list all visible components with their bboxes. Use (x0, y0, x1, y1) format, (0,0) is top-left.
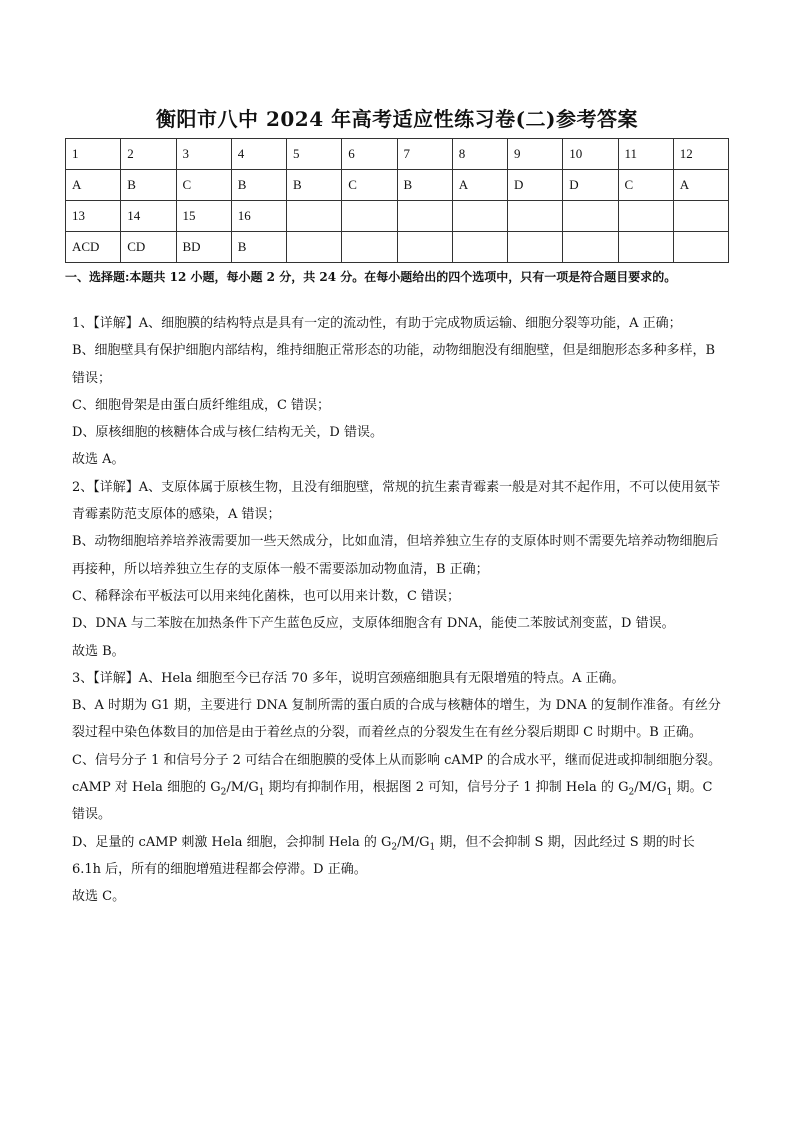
q2-option-a: 2、【详解】A、支原体属于原核生物，且没有细胞壁，常规的抗生素青霉素一般是对其不起作用，不可以使用氨苄青霉素防范支原体的感染，A 错误； (72, 479, 721, 523)
table-row (66, 139, 729, 170)
page-title: 衡阳市八中 2024 年高考适应性练习卷(二)参考答案 (155, 107, 638, 131)
table-cell: 1 (66, 139, 121, 170)
table-cell: 7 (397, 139, 452, 170)
q3-d-text-2: /M/G (397, 834, 430, 850)
subscript: 1 (429, 842, 436, 853)
subscript: 1 (666, 787, 673, 798)
table-cell (618, 232, 673, 263)
table-cell (452, 201, 507, 232)
table-cell (673, 232, 728, 263)
table-cell (287, 201, 342, 232)
table-cell: 16 (231, 201, 286, 232)
subscript: 2 (628, 787, 635, 798)
q2-option-d: D、DNA 与二苯胺在加热条件下产生蓝色反应，支原体细胞含有 DNA，能使二苯胺试剂变蓝，D 错误。 (72, 616, 675, 632)
table-cell (508, 232, 563, 263)
q3-conclusion: 故选 C。 (72, 889, 126, 905)
q3-d-text-3: 期，但不会抑制 S 期，因此经过 S 期的时长 6.1h 后，所有的细胞增殖进程都会停滞。D 正确。 (72, 834, 695, 877)
table-row (66, 201, 729, 232)
section-note: 一、选择题:本题共 12 小题，每小题 2 分，共 24 分。在每小题给出的四个选项中，只有一项是符合题目要求的。 (65, 270, 677, 284)
table-cell: 15 (176, 201, 231, 232)
table-cell: C (176, 170, 231, 201)
answer-table (65, 138, 729, 263)
table-cell: 13 (66, 201, 121, 232)
q3-c-text-1: C、信号分子 1 和信号分子 2 可结合在细胞膜的受体上从而影响 cAMP 的合成水平，继而促进或抑制细胞分裂。cAMP 对 Hela 细胞的 G (72, 752, 722, 796)
table-cell: 11 (618, 139, 673, 170)
q3-option-c (72, 747, 727, 829)
table-cell: BD (176, 232, 231, 263)
table-cell: B (121, 170, 176, 201)
table-cell: A (673, 170, 728, 201)
q1-option-b: B、细胞壁具有保护细胞内部结构，维持细胞正常形态的功能，动物细胞没有细胞壁，但是细胞形态多种多样，B 错误； (72, 343, 716, 386)
table-cell (673, 201, 728, 232)
table-cell: CD (121, 232, 176, 263)
table-cell: 10 (563, 139, 618, 170)
q3-c-text-5: 期。C 错误。 (72, 780, 713, 823)
table-cell: ACD (66, 232, 121, 263)
table-cell: C (618, 170, 673, 201)
table-cell: 9 (508, 139, 563, 170)
q3-option-b: B、A 时期为 G1 期，主要进行 DNA 复制所需的蛋白质的合成与核糖体的增生，为 DNA 的复制作准备。有丝分裂过程中染色体数目的加倍是由于着丝点的分裂，而着丝点的分裂发生在有丝分裂后期即 C 时期中。B 正确。 (72, 698, 721, 741)
q2-option-c: C、稀释涂布平板法可以用来纯化菌株，也可以用来计数，C 错误； (72, 588, 461, 604)
table-cell: 4 (231, 139, 286, 170)
table-cell: B (231, 232, 286, 263)
table-cell: C (342, 170, 397, 201)
q3-c-text-3: 期均有抑制作用，根据图 2 可知，信号分子 1 抑制 Hela 的 G (264, 780, 629, 796)
table-cell: A (66, 170, 121, 201)
table-cell (563, 201, 618, 232)
q3-c-text-4: /M/G (634, 780, 667, 796)
table-cell (287, 232, 342, 263)
q2-conclusion: 故选 B。 (72, 643, 125, 659)
table-cell: B (231, 170, 286, 201)
table-cell (342, 232, 397, 263)
q1-conclusion: 故选 A。 (72, 452, 125, 468)
table-cell: 14 (121, 201, 176, 232)
table-cell: 8 (452, 139, 507, 170)
q3-d-text-1: D、足量的 cAMP 刺激 Hela 细胞，会抑制 Hela 的 G (72, 834, 392, 850)
table-cell: D (508, 170, 563, 201)
table-cell (563, 232, 618, 263)
table-cell: 3 (176, 139, 231, 170)
q3-c-text-2: /M/G (226, 780, 259, 796)
table-cell: D (563, 170, 618, 201)
table-cell: A (452, 170, 507, 201)
table-cell: B (287, 170, 342, 201)
q3-option-a: 3、【详解】A、Hela 细胞至今已存活 70 多年，说明宫颈癌细胞具有无限增殖的特点。A 正确。 (72, 670, 625, 686)
table-cell (397, 201, 452, 232)
table-cell: B (397, 170, 452, 201)
table-cell (452, 232, 507, 263)
table-cell: 6 (342, 139, 397, 170)
table-cell: 2 (121, 139, 176, 170)
q1-option-a: 1、【详解】A、细胞膜的结构特点是具有一定的流动性，有助于完成物质运输、细胞分裂等功能，A 正确； (72, 316, 682, 331)
table-cell (508, 201, 563, 232)
table-row (66, 170, 729, 201)
subscript: 2 (391, 842, 398, 853)
q1-option-d: D、原核细胞的核糖体合成与核仁结构无关，D 错误。 (72, 425, 383, 441)
explanations (72, 310, 727, 911)
table-cell (342, 201, 397, 232)
table-cell (397, 232, 452, 263)
subscript: 1 (258, 787, 265, 798)
table-row (66, 232, 729, 263)
q2-option-b: B、动物细胞培养培养液需要加一些天然成分，比如血清，但培养独立生存的支原体时则不需要先培养动物细胞后再接种，所以培养独立生存的支原体一般不需要添加动物血清，B 正确； (72, 534, 719, 577)
q3-option-d (72, 829, 727, 884)
table-cell: 12 (673, 139, 728, 170)
q1-option-c: C、细胞骨架是由蛋白质纤维组成，C 错误； (72, 397, 331, 413)
table-cell (618, 201, 673, 232)
table-cell: 5 (287, 139, 342, 170)
subscript: 2 (220, 787, 227, 798)
